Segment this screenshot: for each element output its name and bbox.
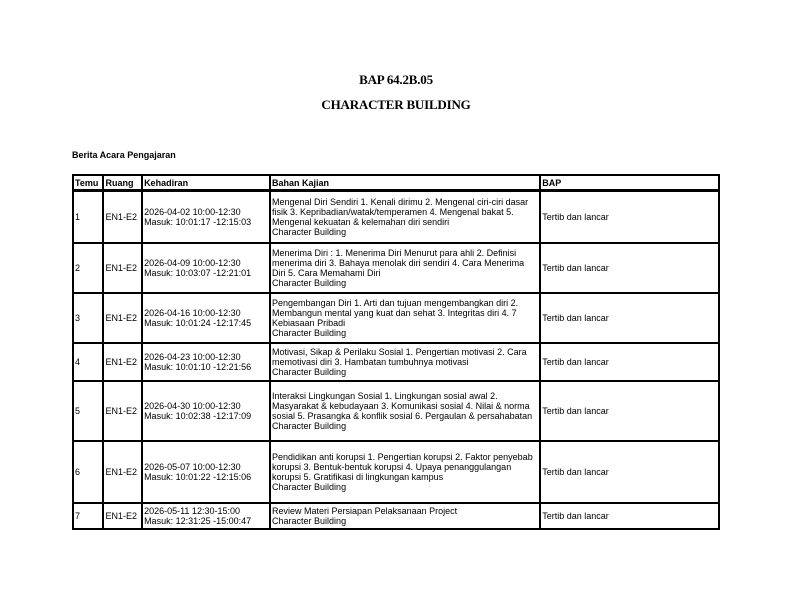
header-kehadiran: Kehadiran bbox=[142, 175, 270, 191]
cell-temu: 4 bbox=[73, 343, 103, 381]
document-code: BAP 64.2B.05 bbox=[359, 72, 433, 87]
cell-temu: 7 bbox=[73, 503, 103, 529]
cell-ruang: EN1-E2 bbox=[103, 343, 142, 381]
cell-ruang: EN1-E2 bbox=[103, 441, 142, 503]
topic-text: Pengembangan Diri 1. Arti dan tujuan mengembangkan diri 2. Membangun mental yang kuat dan sehat 3. Integritas diri 4. 7 Kebiasaan Pribadi bbox=[272, 298, 519, 328]
header-temu: Temu bbox=[73, 175, 103, 191]
cell-temu: 3 bbox=[73, 293, 103, 343]
cell-kehadiran bbox=[142, 441, 270, 503]
cell-bap: Tertib dan lancar bbox=[540, 381, 719, 441]
course-name: Character Building bbox=[272, 328, 347, 338]
cell-bap: Tertib dan lancar bbox=[540, 293, 719, 343]
cell-kehadiran bbox=[142, 191, 270, 243]
table-row bbox=[73, 343, 719, 381]
attendance-text: Masuk: 10:01:10 -12:21:56 bbox=[144, 362, 252, 372]
schedule-text: 2026-04-02 10:00-12:30 bbox=[144, 207, 241, 217]
attendance-text: Masuk: 10:02:38 -12:17:09 bbox=[144, 411, 252, 421]
course-name: Character Building bbox=[272, 516, 347, 526]
cell-ruang: EN1-E2 bbox=[103, 293, 142, 343]
cell-ruang: EN1-E2 bbox=[103, 381, 142, 441]
header-ruang: Ruang bbox=[103, 175, 142, 191]
cell-bahan-kajian bbox=[270, 343, 540, 381]
cell-bahan-kajian bbox=[270, 381, 540, 441]
cell-temu: 6 bbox=[73, 441, 103, 503]
table-row bbox=[73, 441, 719, 503]
cell-bap: Tertib dan lancar bbox=[540, 503, 719, 529]
cell-temu: 5 bbox=[73, 381, 103, 441]
course-name: Character Building bbox=[272, 278, 347, 288]
cell-ruang: EN1-E2 bbox=[103, 243, 142, 293]
table-row bbox=[73, 503, 719, 529]
cell-bahan-kajian bbox=[270, 503, 540, 529]
cell-bahan-kajian bbox=[270, 191, 540, 243]
topic-text: Review Materi Persiapan Pelaksanaan Project bbox=[272, 506, 458, 516]
cell-kehadiran bbox=[142, 381, 270, 441]
course-title: CHARACTER BUILDING bbox=[321, 97, 471, 112]
cell-ruang: EN1-E2 bbox=[103, 191, 142, 243]
cell-bap: Tertib dan lancar bbox=[540, 343, 719, 381]
topic-text: Mengenal Diri Sendiri 1. Kenali dirimu 2. Mengenal ciri-ciri dasar fisik 3. Kepribadian/watak/temperamen 4. Mengenal bakat 5. Mengenal kekuatan & kelemahan diri sendiri bbox=[272, 197, 529, 227]
schedule-text: 2026-05-11 12:30-15:00 bbox=[144, 506, 240, 516]
section-title: Berita Acara Pengajaran bbox=[72, 150, 176, 160]
table-row bbox=[73, 243, 719, 293]
attendance-text: Masuk: 10:01:22 -12:15:06 bbox=[144, 472, 252, 482]
cell-kehadiran bbox=[142, 293, 270, 343]
attendance-text: Masuk: 10:01:24 -12:17:45 bbox=[144, 318, 252, 328]
cell-bahan-kajian bbox=[270, 293, 540, 343]
course-name: Character Building bbox=[272, 482, 347, 492]
cell-bap: Tertib dan lancar bbox=[540, 441, 719, 503]
cell-bahan-kajian bbox=[270, 243, 540, 293]
header-bahan-kajian: Bahan Kajian bbox=[270, 175, 540, 191]
course-name: Character Building bbox=[272, 421, 347, 431]
topic-text: Pendidikan anti korupsi 1. Pengertian korupsi 2. Faktor penyebab korupsi 3. Bentuk-bentuk korupsi 4. Upaya penanggulangan korupsi 5. Gratifikasi di lingkungan kampus bbox=[272, 452, 533, 482]
course-name: Character Building bbox=[272, 367, 347, 377]
topic-text: Menerima Diri : 1. Menerima Diri Menurut para ahli 2. Definisi menerima diri 3. Bahaya menolak diri sendiri 4. Cara Menerima Diri 5. Cara Memahami Diri bbox=[272, 248, 525, 278]
bap-table bbox=[72, 174, 720, 530]
cell-bap: Tertib dan lancar bbox=[540, 243, 719, 293]
attendance-text: Masuk: 12:31:25 -15:00:47 bbox=[144, 516, 252, 526]
header-bap: BAP bbox=[540, 175, 719, 191]
topic-text: Interaksi Lingkungan Sosial 1. Lingkungan sosial awal 2. Masyarakat & kebudayaan 3. Komunikasi sosial 4. Nilai & norma sosial 5. Prasangka & konflik sosial 6. Pergaulan & persahabatan bbox=[272, 391, 533, 421]
cell-ruang: EN1-E2 bbox=[103, 503, 142, 529]
cell-temu: 1 bbox=[73, 191, 103, 243]
schedule-text: 2026-04-16 10:00-12:30 bbox=[144, 308, 241, 318]
schedule-text: 2026-05-07 10:00-12:30 bbox=[144, 462, 241, 472]
table-row bbox=[73, 293, 719, 343]
table-row bbox=[73, 381, 719, 441]
schedule-text: 2026-04-30 10:00-12:30 bbox=[144, 401, 241, 411]
cell-bap: Tertib dan lancar bbox=[540, 191, 719, 243]
cell-kehadiran bbox=[142, 503, 270, 529]
cell-kehadiran bbox=[142, 243, 270, 293]
attendance-text: Masuk: 10:01:17 -12:15:03 bbox=[144, 217, 252, 227]
schedule-text: 2026-04-09 10:00-12:30 bbox=[144, 258, 241, 268]
cell-bahan-kajian bbox=[270, 441, 540, 503]
cell-temu: 2 bbox=[73, 243, 103, 293]
table-row bbox=[73, 191, 719, 243]
attendance-text: Masuk: 10:03:07 -12:21:01 bbox=[144, 268, 252, 278]
cell-kehadiran bbox=[142, 343, 270, 381]
table-header-row bbox=[73, 175, 719, 191]
course-name: Character Building bbox=[272, 227, 347, 237]
topic-text: Motivasi, Sikap & Perilaku Sosial 1. Pengertian motivasi 2. Cara memotivasi diri 3. Hambatan tumbuhnya motivasi bbox=[272, 347, 527, 367]
schedule-text: 2026-04-23 10:00-12:30 bbox=[144, 352, 241, 362]
